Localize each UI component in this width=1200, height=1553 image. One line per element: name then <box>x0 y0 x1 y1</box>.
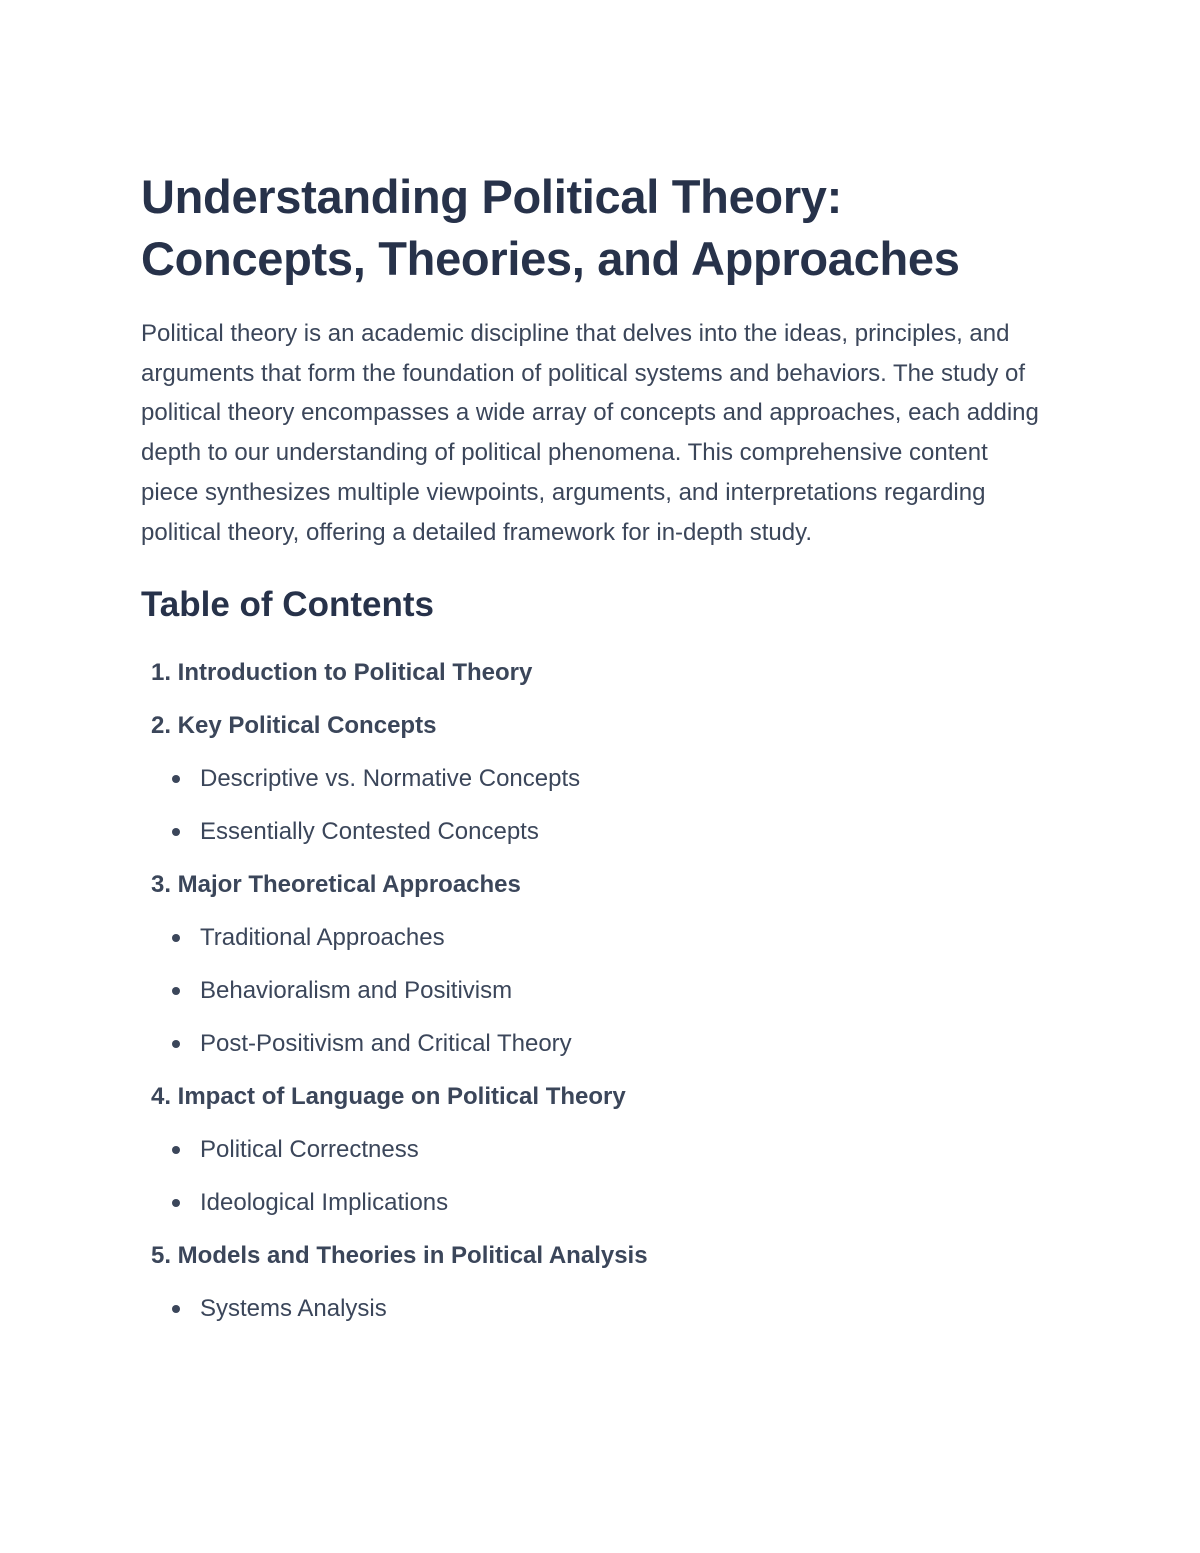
toc-section-title: Introduction to Political Theory <box>177 659 533 687</box>
toc-section-link[interactable] <box>141 858 1061 911</box>
toc-sublist <box>141 911 1061 1070</box>
toc-subitem-label: Systems Analysis <box>200 1295 387 1323</box>
toc-section-link[interactable] <box>141 699 1061 752</box>
bullet-icon <box>172 1040 180 1048</box>
bullet-icon <box>172 934 180 942</box>
toc-section <box>141 1229 1061 1335</box>
toc-subitem[interactable] <box>141 1176 1061 1229</box>
toc-heading: Table of Contents <box>141 585 434 625</box>
toc-subitem[interactable] <box>141 1282 1061 1335</box>
toc-section <box>141 858 1061 1070</box>
toc-section-link[interactable] <box>141 646 1061 699</box>
toc-subitem[interactable] <box>141 911 1061 964</box>
bullet-icon <box>172 775 180 783</box>
toc-subitem[interactable] <box>141 1017 1061 1070</box>
toc-subitem-label: Descriptive vs. Normative Concepts <box>200 765 581 793</box>
toc-section-number: 5. <box>150 1242 171 1270</box>
toc-subitem[interactable] <box>141 964 1061 1017</box>
toc-section-title: Models and Theories in Political Analysis <box>177 1242 648 1270</box>
toc-sublist <box>141 1123 1061 1229</box>
toc-section-link[interactable] <box>141 1070 1061 1123</box>
toc-section-title: Major Theoretical Approaches <box>177 871 521 899</box>
bullet-icon <box>172 1199 180 1207</box>
bullet-icon <box>172 1146 180 1154</box>
toc-sublist <box>141 752 1061 858</box>
toc-subitem[interactable] <box>141 752 1061 805</box>
toc-section-number: 3. <box>150 871 171 899</box>
toc-subitem-label: Behavioralism and Positivism <box>200 977 513 1005</box>
toc-section-number: 2. <box>150 712 171 740</box>
toc-section <box>141 646 1061 699</box>
toc-subitem-label: Ideological Implications <box>200 1189 449 1217</box>
toc-section-title: Key Political Concepts <box>177 712 437 740</box>
toc-section-number: 4. <box>150 1083 171 1111</box>
toc-section-number: 1. <box>150 659 171 687</box>
toc-subitem[interactable] <box>141 1123 1061 1176</box>
toc-subitem[interactable] <box>141 805 1061 858</box>
page-title: Understanding Political Theory: Concepts, Theories, and Approaches <box>141 170 960 285</box>
bullet-icon <box>172 987 180 995</box>
toc-sublist <box>141 1282 1061 1335</box>
toc-subitem-label: Post-Positivism and Critical Theory <box>200 1030 572 1058</box>
table-of-contents <box>141 646 1061 1335</box>
toc-section-title: Impact of Language on Political Theory <box>177 1083 626 1111</box>
document-page <box>141 166 1061 1335</box>
toc-subitem-label: Traditional Approaches <box>200 924 445 952</box>
toc-section-link[interactable] <box>141 1229 1061 1282</box>
toc-section <box>141 1070 1061 1229</box>
intro-paragraph: Political theory is an academic discipline that delves into the ideas, principles, and arguments that form the foundation of political systems and behaviors. The study of political theory encompasses a wide array of concepts and approaches, each adding depth to our understanding of political phenomena. This comprehensive content piece synthesizes multiple viewpoints, arguments, and interpretations regarding political theory, offering a detailed framework for in-depth study. <box>141 320 1039 546</box>
toc-subitem-label: Essentially Contested Concepts <box>200 818 539 846</box>
toc-subitem-label: Political Correctness <box>200 1136 419 1164</box>
toc-section <box>141 699 1061 858</box>
bullet-icon <box>172 828 180 836</box>
bullet-icon <box>172 1305 180 1313</box>
